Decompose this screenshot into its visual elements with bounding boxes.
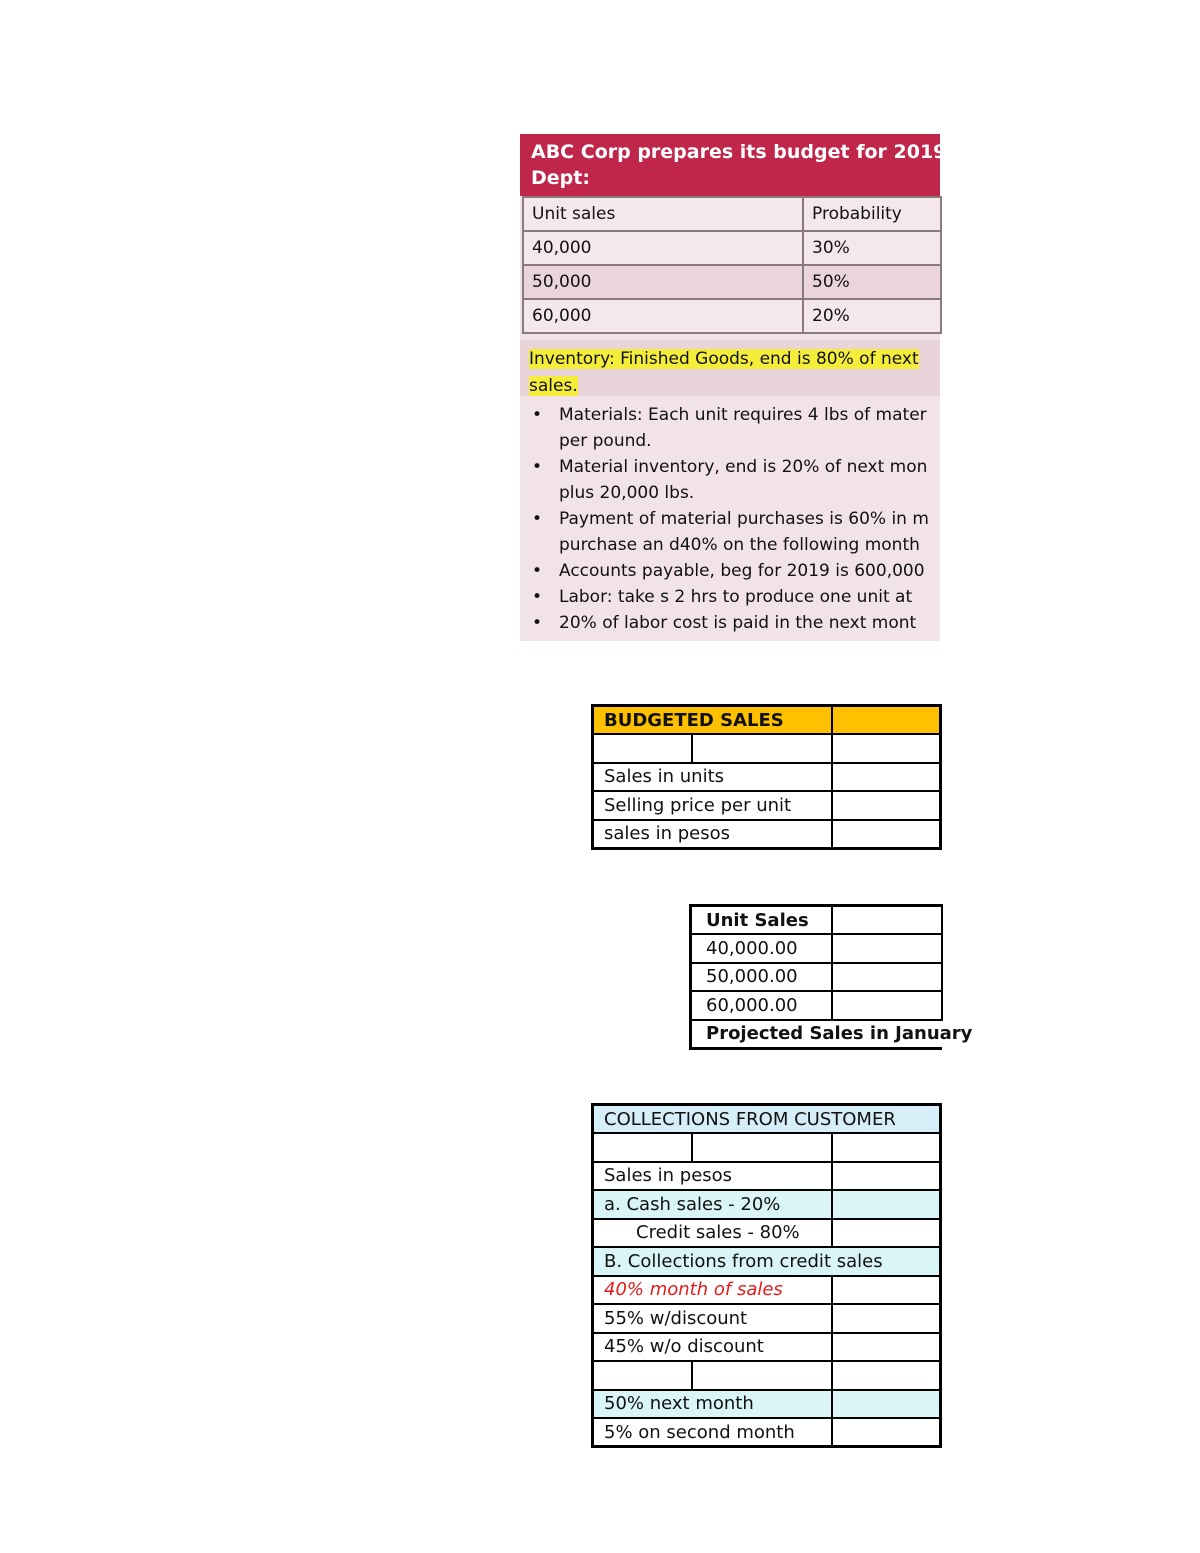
unit-sales-value: 60,000.00 [691, 991, 832, 1020]
table-row [691, 1020, 942, 1049]
value-cell[interactable] [832, 991, 942, 1020]
table-row [593, 791, 941, 820]
value-cell[interactable] [832, 1190, 941, 1219]
value-cell[interactable] [832, 1162, 941, 1191]
table-row [691, 963, 942, 992]
row-label: Sales in pesos [593, 1162, 832, 1191]
value-cell[interactable] [832, 1219, 941, 1248]
bullet-icon: • [532, 561, 543, 581]
table-row [593, 1219, 941, 1248]
bullet-icon: • [532, 457, 543, 477]
collections-title: COLLECTIONS FROM CUSTOMER [593, 1105, 941, 1134]
table-row [593, 1162, 941, 1191]
table-row [691, 934, 942, 963]
slide-bullet-list [520, 402, 960, 636]
slide-title [520, 134, 947, 196]
value-cell[interactable] [832, 791, 941, 820]
row-label: B. Collections from credit sales [593, 1247, 941, 1276]
value-cell[interactable] [832, 763, 941, 792]
table-row [523, 299, 941, 333]
unit-sales-value: 40,000.00 [691, 934, 832, 963]
unit-sales-probability-table [522, 196, 942, 334]
value-cell[interactable] [832, 963, 942, 992]
bullet-icon: • [532, 509, 543, 529]
row-label: sales in pesos [593, 820, 832, 849]
unit-sales-header-row [691, 906, 942, 935]
empty-cell[interactable] [593, 1361, 692, 1390]
table-row [593, 763, 941, 792]
budgeted-sales-table [591, 704, 942, 850]
row-label: 5% on second month [593, 1418, 832, 1447]
row-label: 40% month of sales [593, 1276, 832, 1305]
cell-unit-sales: 50,000 [523, 265, 803, 299]
header-unit-sales: Unit sales [523, 197, 803, 231]
row-label: 55% w/discount [593, 1304, 832, 1333]
header-probability: Probability [803, 197, 941, 231]
slide-title-line-1: ABC Corp prepares its budget for 2019 [531, 141, 947, 163]
empty-cell[interactable] [832, 1133, 941, 1162]
collections-table [591, 1103, 942, 1448]
value-cell[interactable] [832, 1390, 941, 1419]
cell-probability: 20% [803, 299, 941, 333]
table-header-row [523, 197, 941, 231]
value-cell[interactable] [832, 820, 941, 849]
row-label: 45% w/o discount [593, 1333, 832, 1362]
table-row [691, 991, 942, 1020]
list-item: • Payment of material purchases is 60% in m purchase an d40% on the following month [520, 506, 960, 558]
empty-cell[interactable] [593, 734, 692, 763]
list-item: • Material inventory, end is 20% of next mon plus 20,000 lbs. [520, 454, 960, 506]
table-row [523, 265, 941, 299]
budgeted-sales-header-row [593, 706, 941, 735]
budgeted-sales-title: BUDGETED SALES [593, 706, 832, 735]
cell-probability: 50% [803, 265, 941, 299]
row-label: 50% next month [593, 1390, 832, 1419]
empty-cell[interactable] [692, 1133, 832, 1162]
value-cell[interactable] [832, 934, 942, 963]
bullet-icon: • [532, 405, 543, 425]
table-row [593, 1333, 941, 1362]
unit-sales-value: 50,000.00 [691, 963, 832, 992]
row-label: a. Cash sales - 20% [593, 1190, 832, 1219]
table-row [593, 1361, 941, 1390]
unit-sales-table [689, 904, 973, 1050]
table-row [593, 1247, 941, 1276]
empty-cell[interactable] [832, 706, 941, 735]
list-item: • 20% of labor cost is paid in the next mont [520, 610, 960, 636]
empty-cell[interactable] [692, 1361, 832, 1390]
empty-cell[interactable] [832, 1361, 941, 1390]
row-label: Sales in units [593, 763, 832, 792]
cell-unit-sales: 60,000 [523, 299, 803, 333]
inventory-line-2: sales. [529, 376, 578, 396]
cell-probability: 30% [803, 231, 941, 265]
table-row [593, 1190, 941, 1219]
list-item: • Labor: take s 2 hrs to produce one unit at [520, 584, 960, 610]
row-label: Credit sales - 80% [593, 1219, 832, 1248]
cell-unit-sales: 40,000 [523, 231, 803, 265]
unit-sales-header: Unit Sales [691, 906, 832, 935]
empty-cell[interactable] [832, 734, 941, 763]
bullet-icon: • [532, 587, 543, 607]
inventory-line-1: Inventory: Finished Goods, end is 80% of next [529, 349, 919, 369]
inventory-note [520, 340, 940, 396]
projected-sales-label: Projected Sales in January [691, 1020, 942, 1049]
table-row [593, 734, 941, 763]
empty-cell[interactable] [593, 1133, 692, 1162]
empty-cell[interactable] [832, 906, 942, 935]
empty-cell[interactable] [692, 734, 832, 763]
table-row [593, 1390, 941, 1419]
bullet-icon: • [532, 613, 543, 633]
value-cell[interactable] [832, 1304, 941, 1333]
table-row [593, 1304, 941, 1333]
collections-header-row [593, 1105, 941, 1134]
table-row [593, 1133, 941, 1162]
value-cell[interactable] [832, 1276, 941, 1305]
list-item: • Materials: Each unit requires 4 lbs of mater per pound. [520, 402, 960, 454]
problem-slide-image [520, 134, 947, 641]
table-row [523, 231, 941, 265]
table-row [593, 1276, 941, 1305]
value-cell[interactable] [832, 1333, 941, 1362]
row-label: Selling price per unit [593, 791, 832, 820]
table-row [593, 820, 941, 849]
value-cell[interactable] [832, 1418, 941, 1447]
table-row [593, 1418, 941, 1447]
slide-title-line-2: Dept: [531, 167, 590, 189]
list-item: • Accounts payable, beg for 2019 is 600,000 [520, 558, 960, 584]
